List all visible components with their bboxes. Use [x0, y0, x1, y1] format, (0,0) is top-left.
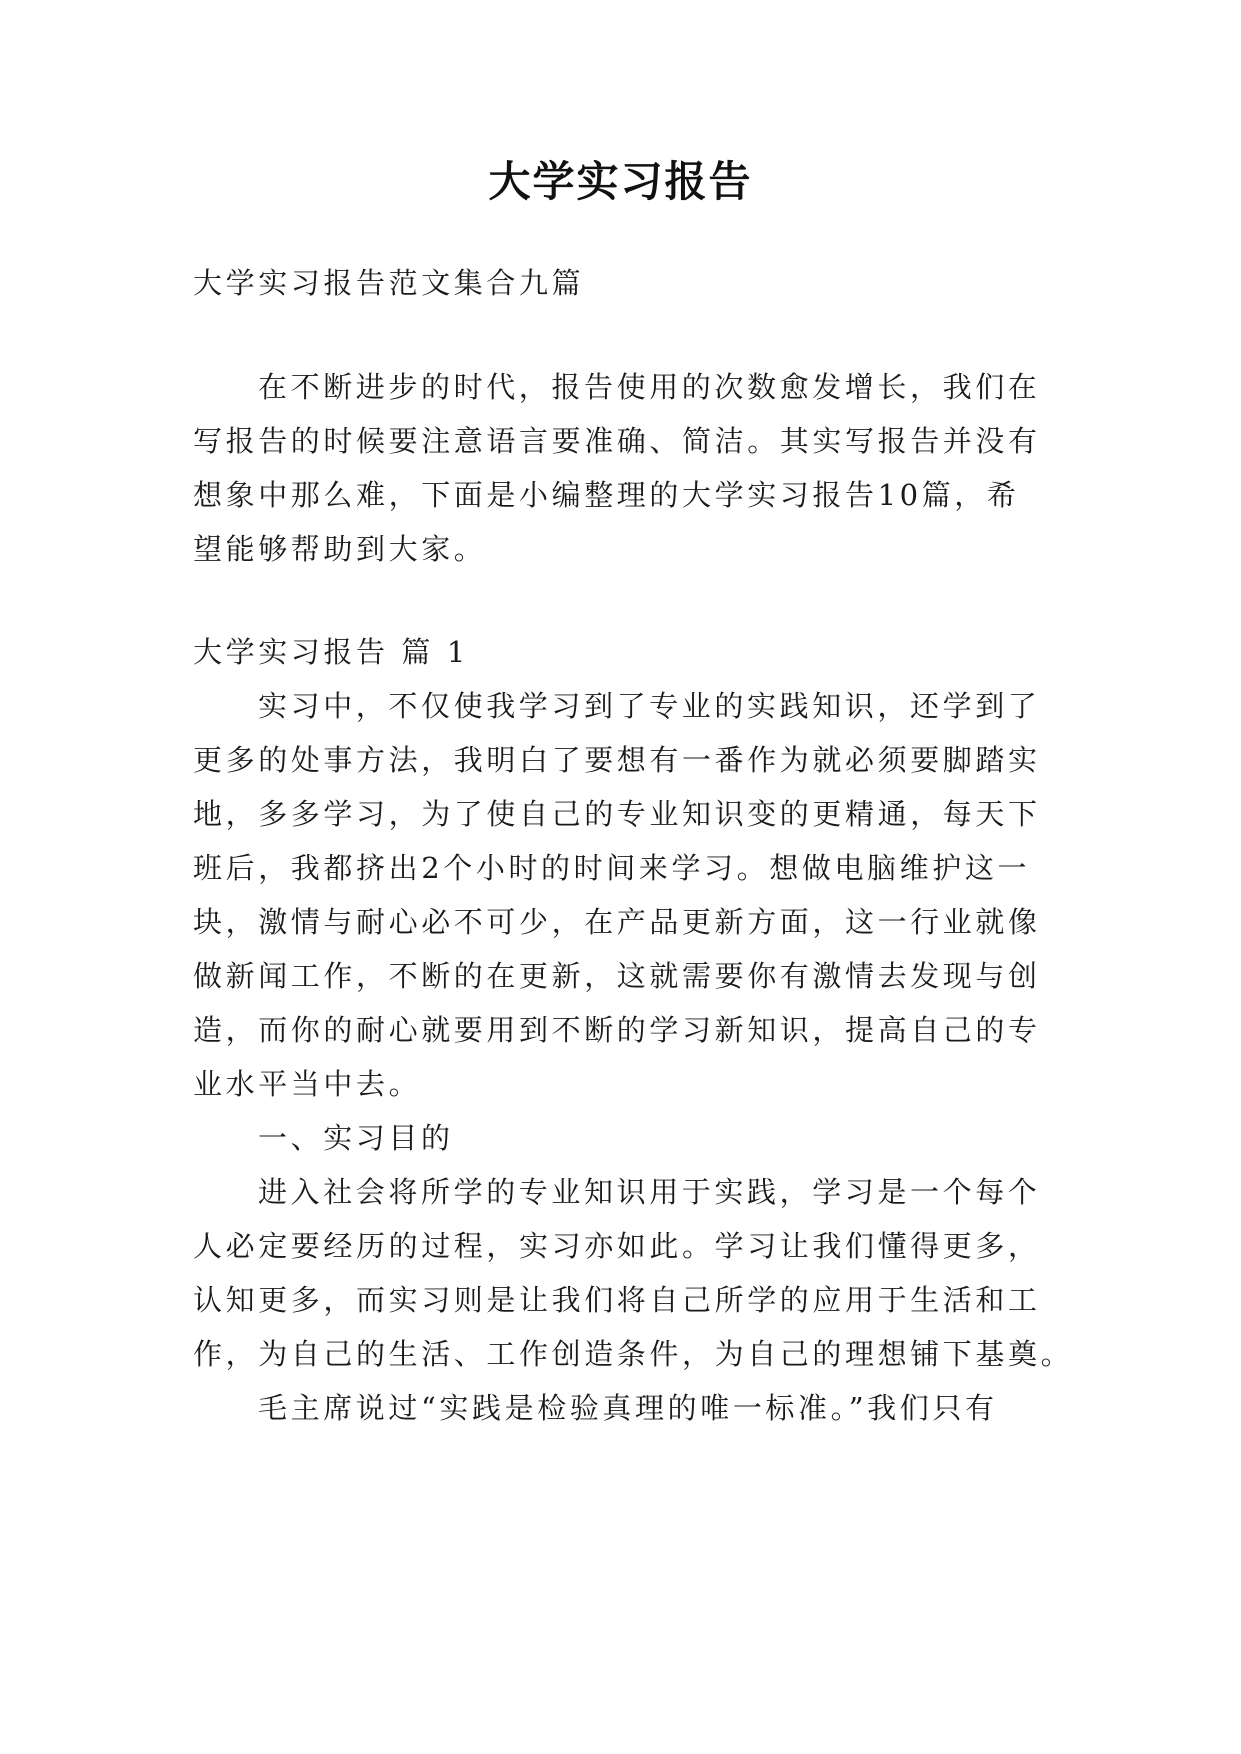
section1-line-4: 班后，我都挤出2个小时的时间来学习。想做电脑维护这一 [193, 851, 1031, 885]
section1-heading: 大学实习报告 篇 1 [193, 635, 469, 669]
section1-line-3: 地，多多学习，为了使自己的专业知识变的更精通，每天下 [193, 797, 1041, 831]
intro-line-2: 写报告的时候要注意语言要准确、简洁。其实写报告并没有 [193, 424, 1041, 458]
sub-heading-purpose: 一、实习目的 [258, 1121, 454, 1155]
section1-line-8: 业水平当中去。 [193, 1067, 422, 1101]
section1-line-1: 实习中，不仅使我学习到了专业的实践知识，还学到了 [258, 689, 1041, 723]
document-subtitle: 大学实习报告范文集合九篇 [193, 266, 585, 300]
intro-line-1: 在不断进步的时代，报告使用的次数愈发增长，我们在 [258, 370, 1041, 404]
purpose-line-3: 认知更多，而实习则是让我们将自己所学的应用于生活和工 [193, 1283, 1041, 1317]
section1-line-7: 造，而你的耐心就要用到不断的学习新知识，提高自己的专 [193, 1013, 1041, 1047]
section1-line-5: 块，激情与耐心必不可少，在产品更新方面，这一行业就像 [193, 905, 1041, 939]
intro-line-4: 望能够帮助到大家。 [193, 532, 487, 566]
purpose-line-4: 作，为自己的生活、工作创造条件，为自己的理想铺下基奠。 [193, 1337, 1074, 1371]
quote-line: 毛主席说过“实践是检验真理的唯一标准。”我们只有 [258, 1391, 998, 1425]
document-title: 大学实习报告 [488, 157, 753, 206]
purpose-line-1: 进入社会将所学的专业知识用于实践，学习是一个每个 [258, 1175, 1041, 1209]
purpose-line-2: 人必定要经历的过程，实习亦如此。学习让我们懂得更多， [193, 1229, 1041, 1263]
intro-line-3: 想象中那么难，下面是小编整理的大学实习报告10篇，希 [193, 478, 1020, 512]
section1-line-6: 做新闻工作，不断的在更新，这就需要你有激情去发现与创 [193, 959, 1041, 993]
section1-line-2: 更多的处事方法，我明白了要想有一番作为就必须要脚踏实 [193, 743, 1041, 777]
